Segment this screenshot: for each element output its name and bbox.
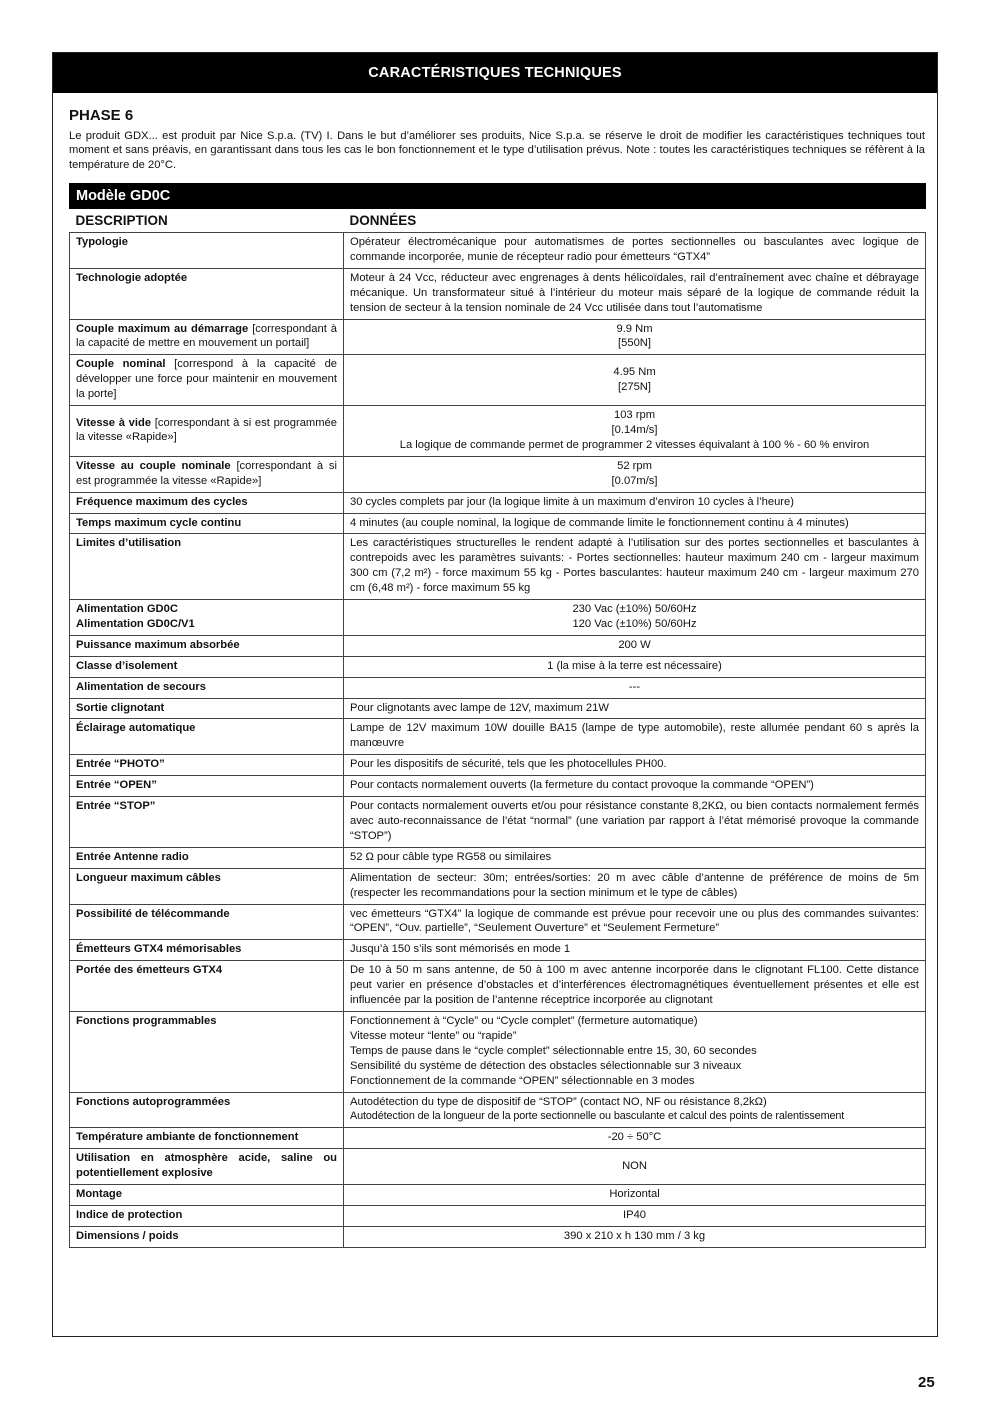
spec-value-list-item: Autodétection de la longueur de la porte sectionnelle ou basculante et calcul des points de ralentissement (350, 1110, 845, 1123)
spec-value (344, 1226, 926, 1247)
spec-label (70, 1185, 344, 1206)
spec-value: Pour clignotants avec lampe de 12V, maximum 21W (344, 698, 926, 719)
spec-row (70, 1185, 926, 1206)
spec-label (70, 1092, 344, 1128)
spec-row (70, 719, 926, 755)
spec-row (70, 961, 926, 1012)
spec-row (70, 534, 926, 600)
spec-row (70, 1226, 926, 1247)
spec-label-text: Technologie adoptée (76, 271, 188, 284)
column-header-description: DESCRIPTION (70, 209, 344, 233)
spec-value (344, 319, 926, 355)
spec-label (70, 940, 344, 961)
spec-label-note: [correspond à la capacité de développer une force pour maintenir en mouvement la porte] (76, 358, 338, 401)
spec-value (344, 1128, 926, 1149)
spec-label-text: Portée des émetteurs GTX4 (76, 964, 223, 977)
spec-row (70, 1011, 926, 1092)
spec-label-text: Vitesse à vide (76, 416, 152, 429)
spec-label (70, 776, 344, 797)
spec-value-line: --- (628, 680, 641, 693)
page-number: 25 (918, 1374, 935, 1391)
spec-value (344, 355, 926, 406)
spec-label (70, 755, 344, 776)
spec-label-text: Entrée Antenne radio (76, 850, 189, 863)
spec-value (344, 456, 926, 492)
spec-label-line: Alimentation GD0C/V1 (76, 617, 195, 630)
spec-value: Opérateur électromécanique pour automatismes de portes sectionnelles ou basculantes avec logique de commande incorporée, munie de récepteur radio pour émetteurs “GTX4” (344, 233, 926, 269)
spec-row (70, 1205, 926, 1226)
spec-label-text: Puissance maximum absorbée (76, 638, 240, 651)
spec-row (70, 635, 926, 656)
spec-row (70, 456, 926, 492)
spec-value-list-item: Fonctionnement à “Cycle” ou “Cycle complet” (fermeture automatique) (350, 1014, 698, 1027)
spec-value-line: 390 x 210 x h 130 mm / 3 kg (563, 1229, 706, 1242)
spec-label-text: Fonctions programmables (76, 1014, 217, 1027)
spec-label-text: Limites d’utilisation (76, 537, 182, 550)
spec-label-text: Indice de protection (76, 1208, 183, 1221)
spec-table (69, 183, 926, 1248)
spec-value-line: [0.07m/s] (611, 474, 658, 487)
spec-label-text: Sortie clignotant (76, 701, 165, 714)
spec-label (70, 698, 344, 719)
spec-value-line: 4.95 Nm (613, 365, 656, 378)
spec-value-line: 9.9 Nm (616, 322, 653, 335)
spec-row (70, 1092, 926, 1128)
spec-label (70, 319, 344, 355)
spec-label-text: Entrée “PHOTO” (76, 758, 165, 771)
spec-label-text: Couple maximum au démarrage (76, 322, 249, 335)
spec-row (70, 797, 926, 848)
spec-row (70, 698, 926, 719)
spec-value-line: IP40 (623, 1208, 647, 1221)
spec-value-line: La logique de commande permet de programmer 2 vitesses équivalant à 100 % - 60 % environ (399, 438, 870, 451)
spec-label (70, 406, 344, 457)
spec-value (344, 1149, 926, 1185)
spec-label (70, 1205, 344, 1226)
spec-label-text: Éclairage automatique (76, 722, 196, 735)
spec-row (70, 940, 926, 961)
spec-row (70, 600, 926, 636)
spec-value-line: [550N] (618, 337, 651, 350)
spec-label (70, 492, 344, 513)
spec-value-line: 200 W (618, 638, 651, 651)
spec-label (70, 677, 344, 698)
spec-value (344, 656, 926, 677)
spec-value: Alimentation de secteur: 30m; entrées/sorties: 20 m avec câble d’antenne de préférence de moins de 5m (respecter les recommandations pour la section minimum et le type de câbles) (344, 868, 926, 904)
spec-value-list-item: Vitesse moteur “lente” ou “rapide” (350, 1029, 517, 1042)
spec-label-text: Utilisation en atmosphère acide, saline ou potentiellement explosive (76, 1152, 337, 1180)
spec-label-text: Fréquence maximum des cycles (76, 495, 248, 508)
phase-heading: PHASE 6 (69, 107, 134, 124)
spec-label-text: Dimensions / poids (76, 1229, 179, 1242)
spec-label (70, 904, 344, 940)
spec-label (70, 719, 344, 755)
spec-value: Les caractéristiques structurelles le rendent adapté à l’utilisation sur des portes sectionnelles et basculantes à contrepoids avec les paramètres suivants: - Portes sectionnelles: hauteur maximum 240 cm - largeur maximum 300 cm (7,2 m²) - force maximum 55 kg - Portes basculantes: hauteur maximum 240 cm - largeur maximum 270 cm (6,48 m²) - force maximum 55 kg (344, 534, 926, 600)
spec-label-text: Entrée “STOP” (76, 800, 156, 813)
spec-value: Pour contacts normalement ouverts (la fermeture du contact provoque la commande “OPEN”) (344, 776, 926, 797)
spec-label (70, 847, 344, 868)
spec-label-text: Montage (76, 1188, 122, 1201)
spec-label (70, 961, 344, 1012)
spec-value: Pour contacts normalement ouverts et/ou pour résistance constante 8,2KΩ, ou bien contacts normalement fermés avec auto-reconnaissance de l’état “normal” (une variation par rapport à l’état mémorisé provoque la commande “STOP”) (344, 797, 926, 848)
spec-label-line: Alimentation GD0C (76, 603, 178, 616)
spec-label-text: Température ambiante de fonctionnement (76, 1131, 299, 1144)
spec-label (70, 268, 344, 319)
spec-value (344, 677, 926, 698)
spec-value-line: 230 Vac (±10%) 50/60Hz (572, 603, 697, 616)
spec-label-text: Vitesse au couple nominale (76, 459, 231, 472)
spec-label (70, 600, 344, 636)
spec-row (70, 677, 926, 698)
spec-value: Pour les dispositifs de sécurité, tels que les photocellules PH00. (344, 755, 926, 776)
spec-value-list-item: Autodétection du type de dispositif de “STOP” (contact NO, NF ou résistance 8,2kΩ) (350, 1095, 767, 1108)
spec-value (344, 1185, 926, 1206)
spec-label-note: [correspondant à si est programmée la vitesse «Rapide»] (76, 416, 337, 444)
spec-value-list-item: Temps de pause dans le “cycle complet” sélectionnable entre 15, 30, 60 secondes (350, 1044, 757, 1057)
spec-row (70, 755, 926, 776)
model-header-row (70, 184, 926, 209)
spec-label (70, 635, 344, 656)
spec-label-text: Classe d’isolement (76, 659, 178, 672)
spec-value (344, 635, 926, 656)
spec-page-frame (52, 52, 938, 1337)
spec-label-text: Temps maximum cycle continu (76, 516, 242, 529)
spec-label (70, 534, 344, 600)
spec-row (70, 904, 926, 940)
column-header-data: DONNÉES (344, 209, 926, 233)
spec-label (70, 513, 344, 534)
spec-value-line: [275N] (618, 380, 651, 393)
spec-row (70, 847, 926, 868)
section-banner: CARACTÉRISTIQUES TECHNIQUES (53, 53, 937, 93)
spec-label-text: Typologie (76, 236, 128, 248)
spec-value: 4 minutes (au couple nominal, la logique de commande limite le fonctionnement continu à 4 minutes) (344, 513, 926, 534)
spec-row (70, 868, 926, 904)
spec-row (70, 268, 926, 319)
spec-value-line: Horizontal (609, 1188, 660, 1201)
spec-label-note: [correspondant à la capacité de mettre en mouvement un portail] (76, 322, 338, 350)
spec-label-text: Couple nominal (76, 358, 166, 371)
model-title: Modèle GD0C (70, 184, 926, 209)
spec-value (344, 1092, 926, 1128)
spec-row (70, 355, 926, 406)
intro-paragraph: Le produit GDX... est produit par Nice S.p.a. (TV) I. Dans le but d’améliorer ses produits, Nice S.p.a. se réserve le droit de modifier les caractéristiques techniques tout moment et sans préavis, en garantissant dans tous les cas le bon fonctionnement et le type d’utilisation prévus. Note : toutes les caractéristiques techniques se réfèrent à la température de 20°C. (69, 130, 925, 171)
spec-value-line: 103 rpm (613, 409, 656, 422)
spec-row (70, 233, 926, 269)
spec-value-line: -20 ÷ 50°C (607, 1131, 662, 1144)
spec-value-line: 120 Vac (±10%) 50/60Hz (572, 617, 697, 630)
column-header-row (70, 209, 926, 233)
spec-value-line: 52 rpm (617, 459, 652, 472)
spec-value: De 10 à 50 m sans antenne, de 50 à 100 m avec antenne incorporée dans le clignotant FL100. Cette distance peut varier en présence d’obstacles et d’interférences électromagnétiques éventuellement présentes et elle est influencée par la position de l’antenne réceptrice incorporée au clignotant (344, 961, 926, 1012)
spec-value (344, 406, 926, 457)
spec-row (70, 656, 926, 677)
spec-row (70, 1149, 926, 1185)
spec-row (70, 513, 926, 534)
spec-value: 30 cycles complets par jour (la logique limite à un maximum d’environ 10 cycles à l’heure) (344, 492, 926, 513)
spec-label (70, 456, 344, 492)
spec-label (70, 656, 344, 677)
spec-label-text: Fonctions autoprogrammées (76, 1095, 231, 1108)
spec-label (70, 355, 344, 406)
spec-row (70, 406, 926, 457)
spec-value: Lampe de 12V maximum 10W douille BA15 (lampe de type automobile), reste allumée pendant 60 s après la manœuvre (344, 719, 926, 755)
spec-row (70, 492, 926, 513)
spec-value-list-item: Sensibilité du système de détection des obstacles sélectionnable sur 3 niveaux (350, 1059, 742, 1072)
spec-label-text: Longueur maximum câbles (76, 871, 221, 884)
spec-label-note: [correspondant à si est programmée la vitesse «Rapide»] (76, 459, 338, 487)
spec-value-line: NON (622, 1159, 647, 1172)
spec-label (70, 1128, 344, 1149)
spec-label-text: Émetteurs GTX4 mémorisables (76, 943, 242, 956)
spec-label (70, 1149, 344, 1185)
spec-value: Jusqu’à 150 s’ils sont mémorisés en mode 1 (344, 940, 926, 961)
spec-row (70, 776, 926, 797)
spec-value: vec émetteurs “GTX4” la logique de commande est prévue pour recevoir une ou plus des commandes suivantes: “OPEN”, “Ouv. partielle”, “Seulement Ouverture” et “Seulement Fermeture” (344, 904, 926, 940)
spec-label-text: Entrée “OPEN” (76, 779, 157, 792)
spec-value (344, 600, 926, 636)
spec-value: Moteur à 24 Vcc, réducteur avec engrenages à dents hélicoïdales, rail d’entraînement avec chaîne et débrayage mécanique. Un transformateur situé à l’intérieur du moteur mais séparé de la logique de commande réduit la tension de secteur à la tension nominale de 24 Vcc utilisée dans tout l’automatisme (344, 268, 926, 319)
spec-value-line: 1 (la mise à la terre est nécessaire) (547, 659, 722, 672)
spec-value: 52 Ω pour câble type RG58 ou similaires (344, 847, 926, 868)
spec-value-line: [0.14m/s] (611, 423, 658, 436)
spec-row (70, 1128, 926, 1149)
spec-label (70, 868, 344, 904)
spec-value (344, 1011, 926, 1092)
spec-label (70, 797, 344, 848)
spec-label (70, 1226, 344, 1247)
spec-row (70, 319, 926, 355)
spec-label-text: Alimentation de secours (76, 680, 206, 693)
spec-label-text: Possibilité de télécommande (76, 907, 230, 920)
spec-label (70, 233, 344, 269)
spec-value-list-item: Fonctionnement de la commande “OPEN” sélectionnable en 3 modes (350, 1074, 695, 1087)
spec-value (344, 1205, 926, 1226)
spec-label (70, 1011, 344, 1092)
